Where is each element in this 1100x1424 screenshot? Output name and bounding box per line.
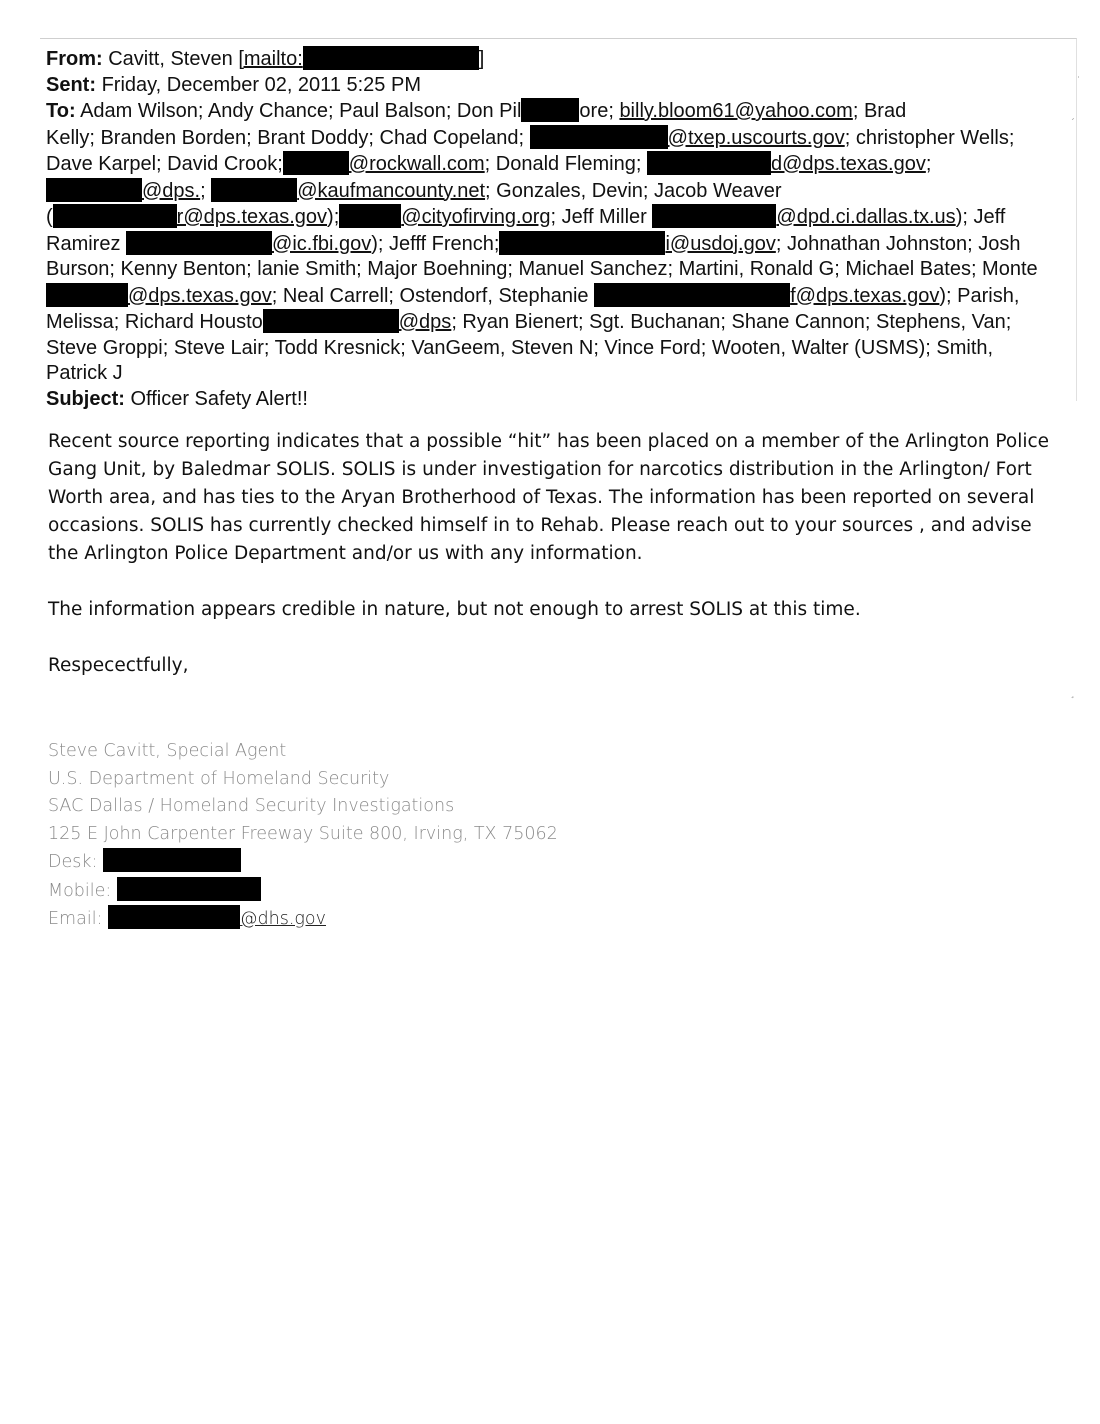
to-text: Steve Groppi; Steve Lair; Todd Kresnick; VanGeem, Steven N; Vince Ford; Wooten, Walter (USMS); Smith, (46, 336, 994, 359)
email-link[interactable]: @dps. (142, 179, 201, 202)
body-line: The information appears credible in nature, but not enough to arrest SOLIS at this time. (48, 599, 861, 620)
email-link[interactable]: @dpd.ci.dallas.tx.us (776, 206, 956, 228)
redaction-block (339, 204, 401, 228)
email-link[interactable]: i@usdoj.gov (665, 232, 776, 255)
to-text: ; Neal Carrell; Ostendorf, Stephanie (271, 284, 589, 307)
email-label: Email: (48, 909, 103, 929)
to-text: Adam Wilson; Andy Chance; Paul Balson; Don Pil (80, 100, 522, 122)
to-text: ); Jeff (955, 206, 1006, 228)
redaction-block (108, 905, 240, 929)
email-body (48, 428, 1068, 680)
redaction-block (647, 151, 771, 175)
to-line (46, 231, 1056, 258)
from-close: ] (478, 48, 485, 70)
to-text: Kelly; Branden Borden; Brant Doddy; Chad Copeland; (46, 126, 525, 149)
email-link[interactable]: f@dps.texas.gov (790, 284, 940, 307)
scan-speck: ˙ (1076, 76, 1081, 87)
redaction-block (211, 178, 297, 202)
closing-line: Respecectfully, (48, 655, 189, 676)
redaction-block (530, 125, 668, 149)
signature-desk (48, 848, 748, 877)
body-line: Gang Unit, by Baledmar SOLIS. SOLIS is under investigation for narcotics distribution in the Arlington/ Fort (48, 459, 1032, 480)
to-text: ; Brad (852, 100, 907, 122)
to-text: Ramirez (46, 232, 121, 255)
to-line (46, 361, 1056, 387)
from-mailto[interactable]: [mailto: (238, 48, 303, 70)
signature-address: 125 E John Carpenter Freeway Suite 800, Irving, TX 75062 (48, 823, 558, 844)
signature-block (48, 738, 748, 934)
body-line: occasions. SOLIS has currently checked himself in to Rehab. Please reach out to your sources , and advise (48, 515, 1032, 536)
sent-value: Friday, December 02, 2011 5:25 PM (101, 73, 421, 96)
paragraph-gap (48, 568, 1068, 596)
to-line (46, 336, 1056, 362)
to-line (46, 204, 1056, 231)
to-label: To: (46, 100, 76, 122)
redaction-block (303, 46, 479, 70)
redaction-block (652, 204, 776, 228)
to-text: ore; (579, 100, 614, 122)
signature-office: SAC Dallas / Homeland Security Investigations (48, 796, 455, 816)
redaction-block (117, 877, 261, 901)
redaction-block (263, 309, 399, 333)
to-line (46, 125, 1056, 152)
to-text: ; (200, 179, 206, 202)
to-line (46, 309, 1056, 336)
email-link[interactable]: @dhs.gov (240, 909, 326, 929)
signature-name: Steve Cavitt, Special Agent (48, 741, 287, 761)
to-text: ; Jeff Miller (550, 206, 647, 228)
to-text: Dave Karpel; David Crook; (46, 153, 283, 175)
email-link[interactable]: billy.bloom61@yahoo.com (619, 100, 853, 122)
body-line: Worth area, and has ties to the Aryan Brotherhood of Texas. The information has been reported on several (48, 487, 1035, 508)
email-link[interactable]: @dps.texas.gov (128, 284, 272, 307)
redaction-block (594, 283, 790, 307)
redaction-block (103, 848, 241, 872)
from-label: From: (46, 48, 103, 70)
redaction-block (53, 204, 177, 228)
to-block (46, 98, 1056, 387)
to-line (46, 178, 1056, 205)
to-line (46, 257, 1056, 283)
to-text: ; christopher Wells; (844, 126, 1015, 149)
sent-row (46, 73, 1056, 99)
to-text: ; Ryan Bienert; Sgt. Buchanan; Shane Cannon; Stephens, Van; (451, 311, 1012, 333)
signature-mobile (48, 877, 748, 906)
redaction-block (126, 231, 272, 255)
redaction-block (521, 98, 579, 122)
redaction-block (46, 283, 128, 307)
email-header (46, 46, 1056, 412)
to-line (46, 283, 1056, 310)
email-link[interactable]: d@dps.texas.gov (770, 153, 926, 175)
paragraph-gap (48, 624, 1068, 652)
email-link[interactable]: @ic.fbi.gov (272, 232, 372, 255)
email-link[interactable]: @kaufmancounty.net (297, 179, 486, 202)
to-text: ); Parish, (939, 284, 1020, 307)
body-line: the Arlington Police Department and/or us with any information. (48, 543, 643, 564)
to-text: ; Gonzales, Devin; Jacob Weaver (485, 179, 782, 202)
redaction-block (499, 231, 665, 255)
to-text: Patrick J (46, 362, 123, 384)
email-link[interactable]: @cityofirving.org (401, 206, 551, 228)
subject-label: Subject: (46, 387, 125, 410)
signature-email (48, 905, 748, 934)
to-text: ; (925, 153, 932, 175)
subject-row (46, 387, 1056, 413)
to-text: Melissa; Richard Housto (46, 311, 263, 333)
mobile-label: Mobile: (48, 880, 112, 901)
to-text: ); (327, 206, 340, 228)
to-line (46, 151, 1056, 178)
email-link[interactable]: @rockwall.com (348, 153, 485, 175)
to-text: Burson; Kenny Benton; lanie Smith; Major Boehning; Manuel Sanchez; Martini, Ronald G; Michael Bates; Monte (46, 258, 1038, 280)
from-row (46, 46, 1056, 73)
to-text: ); Jefff French; (371, 232, 500, 255)
scan-speck: ´ (1070, 118, 1075, 129)
signature-dept: U.S. Department of Homeland Security (48, 768, 390, 789)
sent-label: Sent: (46, 73, 96, 96)
scan-speck: ¸ (1070, 688, 1075, 699)
redaction-block (283, 151, 349, 175)
from-value: Cavitt, Steven (108, 48, 233, 70)
body-line: Recent source reporting indicates that a possible “hit” has been placed on a member of the Arlington Police (48, 431, 1050, 452)
desk-label: Desk: (48, 852, 98, 872)
subject-value: Officer Safety Alert!! (130, 387, 308, 410)
email-link[interactable]: r@dps.texas.gov (176, 206, 328, 228)
to-text: ; Johnathan Johnston; Josh (775, 232, 1021, 255)
email-link[interactable]: @txep.uscourts.gov (667, 126, 845, 149)
to-text: ; Donald Fleming; (484, 153, 642, 175)
redaction-block (46, 178, 142, 202)
to-line (46, 98, 1056, 125)
email-link[interactable]: @dps (398, 311, 452, 333)
to-text: ( (46, 206, 53, 228)
